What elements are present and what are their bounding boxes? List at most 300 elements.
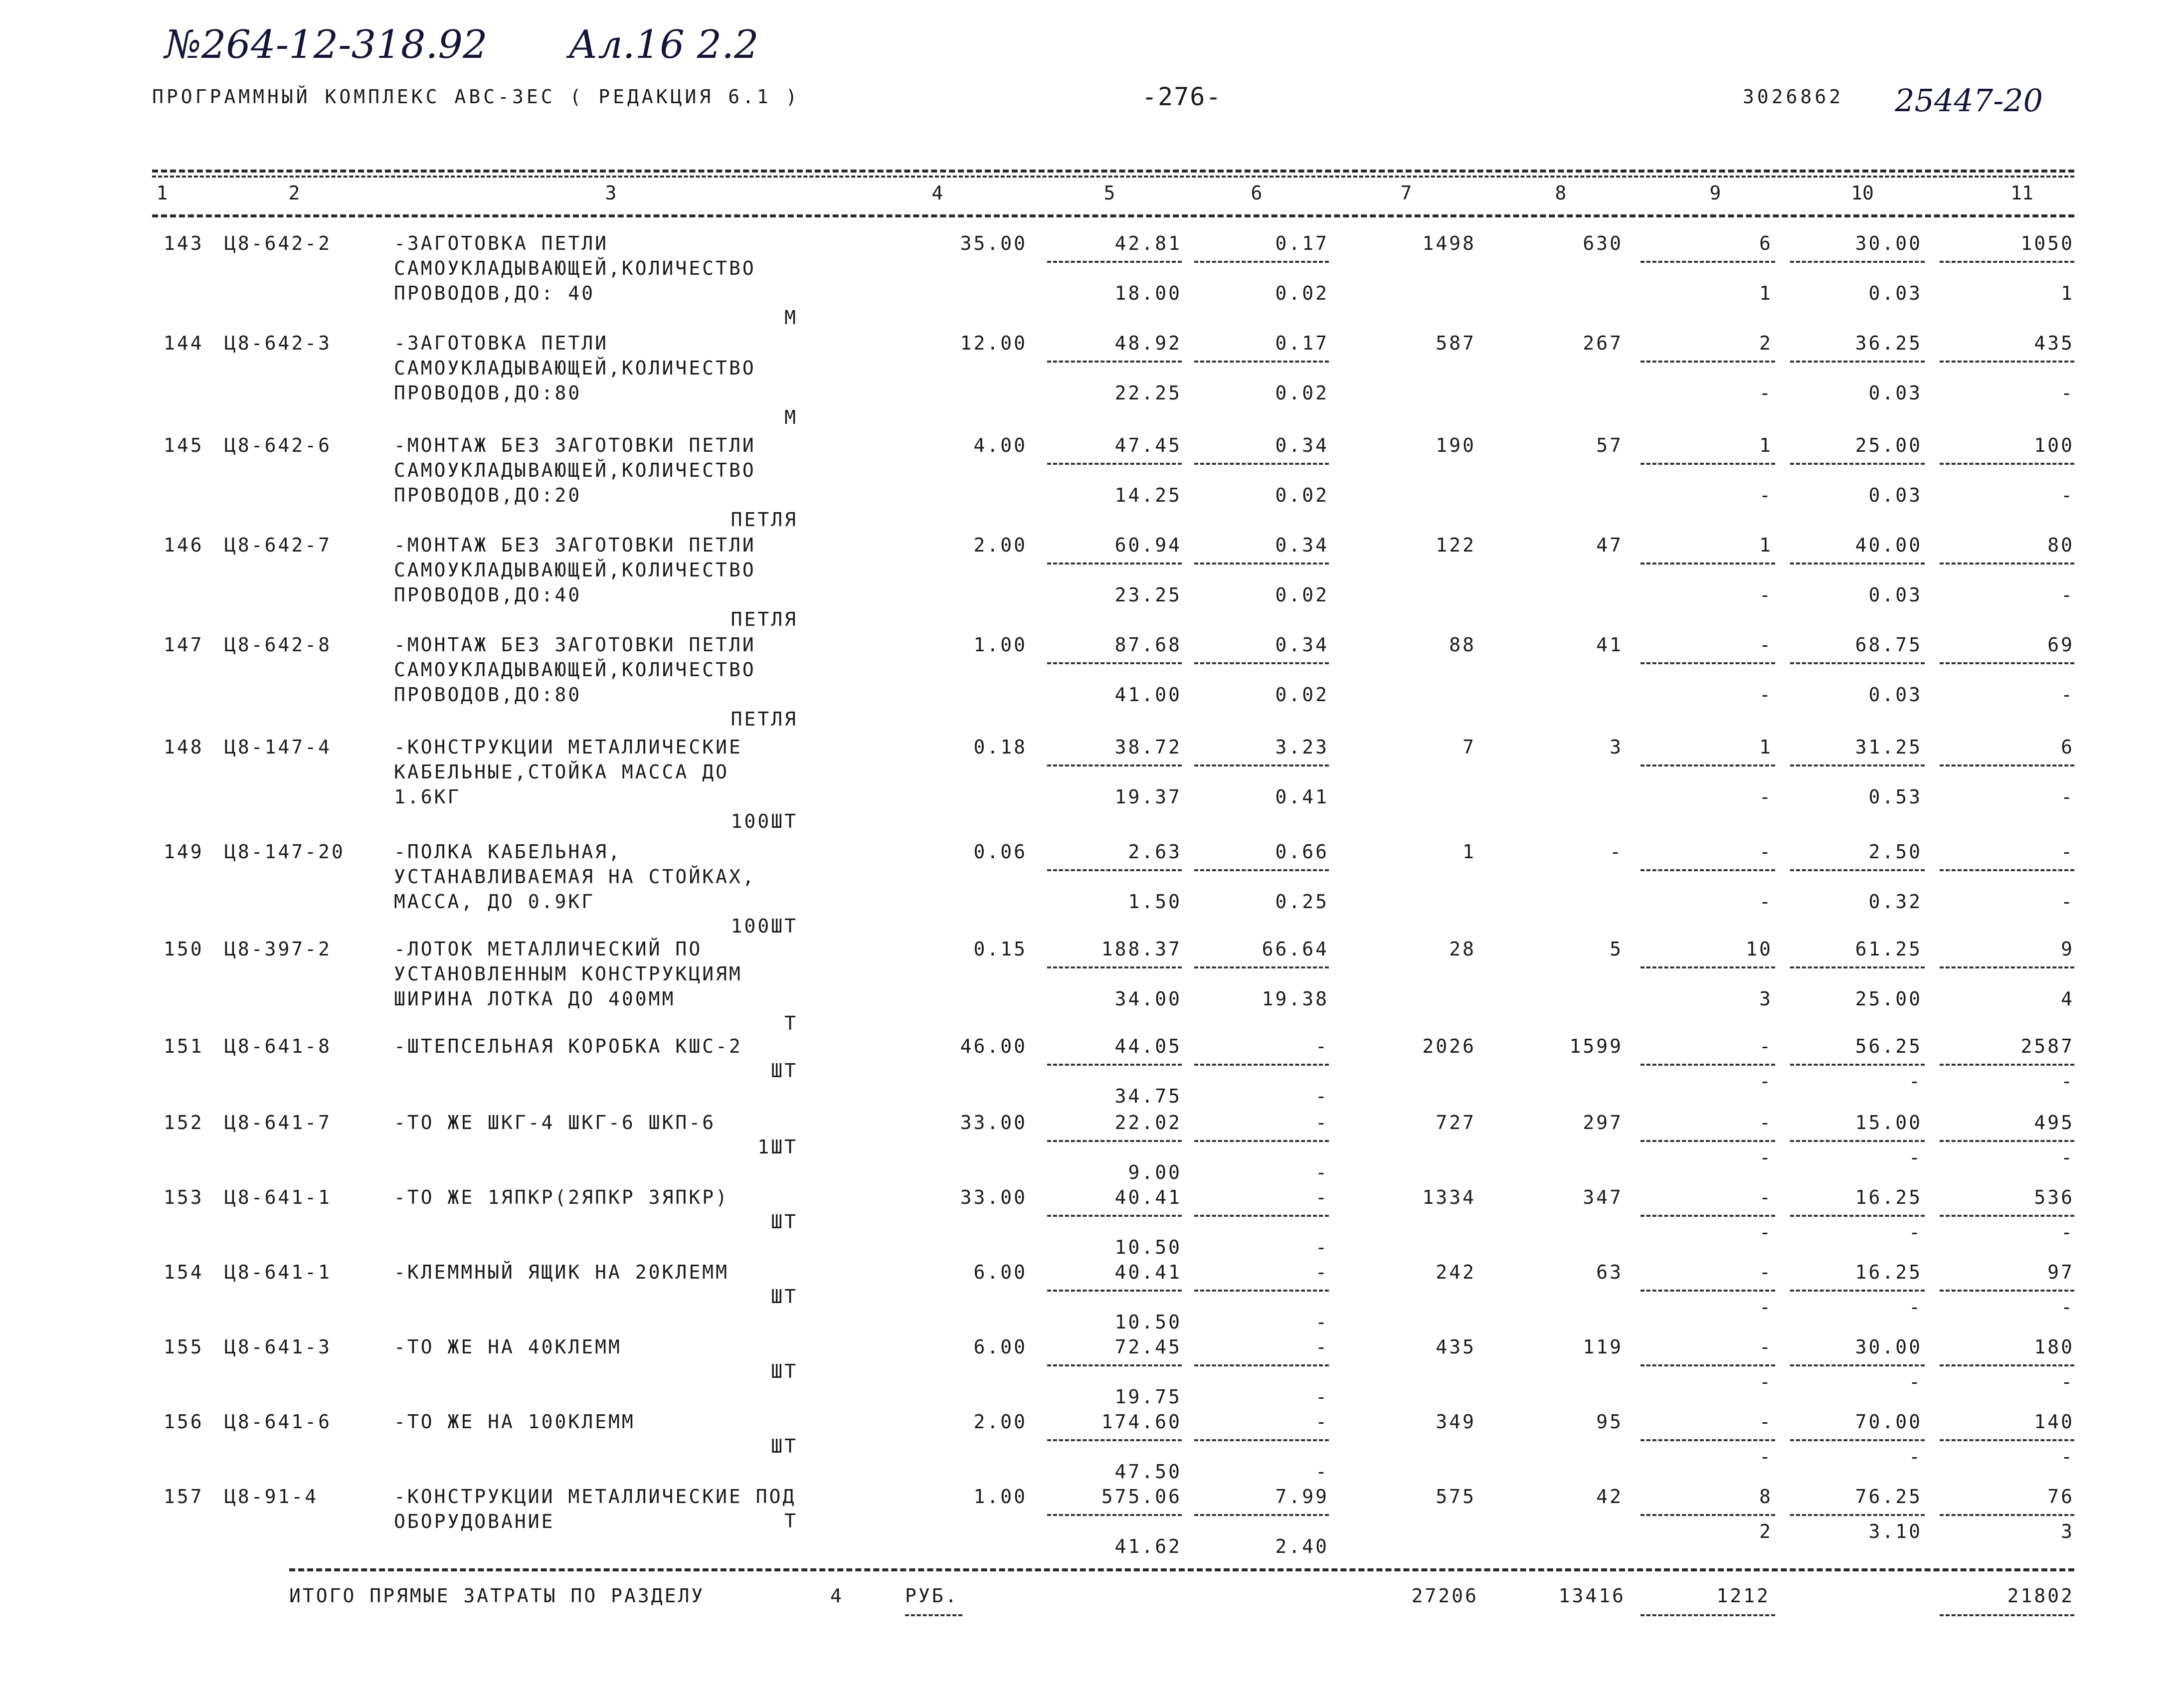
row-col11: 140 — [2034, 1411, 2074, 1433]
row-col6: 0.17 — [1275, 332, 1329, 354]
row-separator-c9 — [1640, 1215, 1775, 1217]
row-col8: 63 — [1596, 1261, 1623, 1283]
row-col9: 1 — [1759, 736, 1773, 758]
row-col5-wage: 18.00 — [1114, 282, 1182, 304]
row-col10-wage: 25.00 — [1855, 988, 1922, 1010]
row-col9: - — [1759, 1261, 1773, 1283]
row-col7: 727 — [1436, 1112, 1476, 1134]
row-col4: 2.00 — [973, 534, 1027, 556]
row-separator-c9 — [1640, 869, 1775, 871]
handwritten-doc-number: №264-12-318.92 — [165, 22, 488, 67]
row-separator-c11 — [1940, 1439, 2074, 1441]
row-description-line: ОБОРУДОВАНИЕ — [394, 1511, 555, 1532]
row-separator-c6 — [1194, 1215, 1329, 1217]
row-separator-c6 — [1194, 1514, 1329, 1516]
row-col5: 174.60 — [1101, 1411, 1182, 1433]
row-col6-wage: - — [1315, 1461, 1329, 1483]
row-code: Ц8-641-1 — [224, 1261, 332, 1283]
row-col11: - — [2061, 841, 2074, 863]
total-section: 4 — [830, 1585, 844, 1607]
row-col9: - — [1759, 1035, 1773, 1057]
row-col8: 95 — [1596, 1411, 1623, 1433]
row-code: Ц8-642-2 — [224, 232, 332, 254]
row-code: Ц8-641-1 — [224, 1186, 332, 1208]
row-description-line: -КОНСТРУКЦИИ МЕТАЛЛИЧЕСКИЕ — [394, 736, 742, 758]
row-col6-wage: 0.41 — [1275, 786, 1329, 808]
row-separator-c10 — [1790, 1215, 1925, 1217]
row-separator-c11 — [1940, 261, 2074, 263]
total-col9-underline — [1640, 1614, 1775, 1616]
row-col10: 16.25 — [1855, 1186, 1922, 1208]
row-col4: 33.00 — [960, 1112, 1027, 1134]
row-description-line: УСТАНАВЛИВАЕМАЯ НА СТОЙКАХ, — [394, 866, 756, 888]
row-separator-c10 — [1790, 1064, 1925, 1066]
row-separator-c9 — [1640, 1439, 1775, 1441]
row-description-line: -КОНСТРУКЦИИ МЕТАЛЛИЧЕСКИЕ ПОД — [394, 1486, 796, 1508]
row-col6-wage: 0.02 — [1275, 382, 1329, 404]
row-col10: 36.25 — [1855, 332, 1922, 354]
total-col9: 1212 — [1716, 1585, 1770, 1607]
row-separator-c5 — [1047, 869, 1182, 871]
row-separator-c5 — [1047, 1364, 1182, 1366]
row-unit: 100ШТ — [730, 810, 798, 832]
row-unit: ПЕТЛЯ — [730, 608, 798, 630]
row-col6: 0.34 — [1275, 534, 1329, 556]
program-header: ПРОГРАММНЫЙ КОМПЛЕКС АВС-3ЕС ( РЕДАКЦИЯ 6.1 ) — [152, 86, 800, 108]
row-col5: 188.37 — [1101, 938, 1182, 960]
row-col10-wage: - — [1909, 1446, 1922, 1468]
total-col11: 21802 — [2007, 1585, 2074, 1607]
column-header-6: 6 — [1251, 182, 1263, 204]
row-col10-wage: 0.03 — [1868, 282, 1922, 304]
row-code: Ц8-147-20 — [224, 841, 345, 863]
row-separator-c10 — [1790, 869, 1925, 871]
column-header-4: 4 — [931, 182, 943, 204]
row-separator-c6 — [1194, 261, 1329, 263]
top-rule-2 — [152, 176, 2074, 178]
row-col11: 6 — [2061, 736, 2074, 758]
row-separator-c9 — [1640, 261, 1775, 263]
row-col9: - — [1759, 841, 1773, 863]
row-unit: Т — [784, 1510, 798, 1532]
row-separator-c11 — [1940, 1514, 2074, 1516]
row-col5-wage: 10.50 — [1114, 1236, 1182, 1258]
row-separator-c6 — [1194, 1140, 1329, 1142]
row-unit: ПЕТЛЯ — [730, 509, 798, 531]
row-col9-wage: - — [1759, 1371, 1773, 1393]
row-separator-c11 — [1940, 1290, 2074, 1292]
row-col11-wage: 1 — [2061, 282, 2074, 304]
row-code: Ц8-147-4 — [224, 736, 332, 758]
row-separator-c10 — [1790, 1290, 1925, 1292]
row-col10: 76.25 — [1855, 1486, 1922, 1508]
row-separator-c10 — [1790, 764, 1925, 766]
row-col10: 30.00 — [1855, 232, 1922, 254]
row-code: Ц8-641-3 — [224, 1336, 332, 1358]
row-separator-c5 — [1047, 764, 1182, 766]
row-separator-c5 — [1047, 563, 1182, 565]
row-col10-wage: 0.03 — [1868, 684, 1922, 706]
row-col7: 88 — [1449, 634, 1476, 656]
row-col6: - — [1315, 1261, 1329, 1283]
row-separator-c9 — [1640, 1140, 1775, 1142]
row-col8: 119 — [1583, 1336, 1623, 1358]
row-col7: 575 — [1436, 1486, 1476, 1508]
document-code: 3026862 — [1743, 86, 1844, 108]
page-number: -276- — [1142, 82, 1222, 111]
row-col9-wage: - — [1759, 382, 1773, 404]
row-col10: 16.25 — [1855, 1261, 1922, 1283]
row-col6: 0.34 — [1275, 634, 1329, 656]
row-col9: 1 — [1759, 534, 1773, 556]
column-header-9: 9 — [1709, 182, 1721, 204]
row-separator-c10 — [1790, 966, 1925, 968]
row-separator-c6 — [1194, 966, 1329, 968]
header-bottom-rule — [152, 214, 2074, 217]
row-separator-c10 — [1790, 361, 1925, 363]
column-header-2: 2 — [288, 182, 300, 204]
row-col6-wage: - — [1315, 1236, 1329, 1258]
row-unit: 100ШТ — [730, 915, 798, 937]
row-col6: - — [1315, 1112, 1329, 1134]
row-description-line: САМОУКЛАДЫВАЮЩЕЙ,КОЛИЧЕСТВО — [394, 459, 756, 481]
row-col6-wage: 0.02 — [1275, 282, 1329, 304]
column-header-11: 11 — [2010, 182, 2033, 204]
row-col10-wage: - — [1909, 1070, 1922, 1092]
row-number: 144 — [164, 332, 204, 354]
row-description-line: -ЗАГОТОВКА ПЕТЛИ — [394, 232, 609, 254]
row-description-line: САМОУКЛАДЫВАЮЩЕЙ,КОЛИЧЕСТВО — [394, 559, 756, 581]
row-col11-wage: - — [2061, 1146, 2074, 1168]
row-col11: 1050 — [2020, 232, 2074, 254]
row-col11-wage: - — [2061, 1446, 2074, 1468]
row-col5: 60.94 — [1114, 534, 1182, 556]
row-col9-wage: - — [1759, 1146, 1773, 1168]
row-number: 156 — [164, 1411, 204, 1433]
row-separator-c6 — [1194, 662, 1329, 664]
row-col10: 2.50 — [1868, 841, 1922, 863]
row-description-line: -ШТЕПСЕЛЬНАЯ КОРОБКА КШС-2 — [394, 1035, 742, 1057]
row-separator-c11 — [1940, 662, 2074, 664]
row-description-line: -ЛОТОК МЕТАЛЛИЧЕСКИЙ ПО — [394, 938, 703, 960]
row-col9-wage: - — [1759, 484, 1773, 506]
row-col9: 2 — [1759, 332, 1773, 354]
row-number: 152 — [164, 1112, 204, 1134]
row-separator-c10 — [1790, 1364, 1925, 1366]
column-header-8: 8 — [1555, 182, 1567, 204]
row-col9: 8 — [1759, 1486, 1773, 1508]
row-col10-wage: 0.53 — [1868, 786, 1922, 808]
row-number: 148 — [164, 736, 204, 758]
row-separator-c6 — [1194, 1290, 1329, 1292]
row-col11-wage: - — [2061, 891, 2074, 913]
row-separator-c11 — [1940, 764, 2074, 766]
row-code: Ц8-641-8 — [224, 1035, 332, 1057]
row-col11: 435 — [2034, 332, 2074, 354]
row-col9-wage: 3 — [1759, 988, 1773, 1010]
row-separator-c6 — [1194, 764, 1329, 766]
row-col9-wage: - — [1759, 1296, 1773, 1318]
row-col4: 1.00 — [973, 1486, 1027, 1508]
row-col5: 22.02 — [1114, 1112, 1182, 1134]
row-col7: 242 — [1436, 1261, 1476, 1283]
row-col8: - — [1610, 841, 1623, 863]
row-col6-wage: - — [1315, 1311, 1329, 1333]
row-separator-c9 — [1640, 1514, 1775, 1516]
row-code: Ц8-91-4 — [224, 1486, 319, 1508]
row-separator-c9 — [1640, 463, 1775, 465]
row-col4: 6.00 — [973, 1336, 1027, 1358]
row-col11: 536 — [2034, 1186, 2074, 1208]
row-col9-wage: - — [1759, 1070, 1773, 1092]
row-separator-c9 — [1640, 1064, 1775, 1066]
row-unit: М — [784, 406, 798, 428]
row-col5: 47.45 — [1114, 434, 1182, 456]
row-description-line: 1.6КГ — [394, 786, 461, 808]
row-col11-wage: - — [2061, 684, 2074, 706]
row-description-line: -МОНТАЖ БЕЗ ЗАГОТОВКИ ПЕТЛИ — [394, 634, 756, 656]
row-col6-wage: 2.40 — [1275, 1535, 1329, 1557]
row-separator-c5 — [1047, 463, 1182, 465]
total-currency: РУБ. — [905, 1585, 959, 1607]
row-code: Ц8-641-7 — [224, 1112, 332, 1134]
row-col11-wage: 4 — [2061, 988, 2074, 1010]
row-col6-wage: 0.02 — [1275, 484, 1329, 506]
row-number: 150 — [164, 938, 204, 960]
row-description-line: -ТО ЖЕ ШКГ-4 ШКГ-6 ШКП-6 — [394, 1112, 716, 1134]
row-col9: - — [1759, 1411, 1773, 1433]
row-description-line: -ПОЛКА КАБЕЛЬНАЯ, — [394, 841, 622, 863]
total-label: ИТОГО ПРЯМЫЕ ЗАТРАТЫ ПО РАЗДЕЛУ — [289, 1585, 705, 1607]
row-col7: 122 — [1436, 534, 1476, 556]
row-unit: ШТ — [771, 1286, 798, 1308]
row-description-line: -МОНТАЖ БЕЗ ЗАГОТОВКИ ПЕТЛИ — [394, 534, 756, 556]
row-col9-wage: - — [1759, 891, 1773, 913]
row-code: Ц8-642-7 — [224, 534, 332, 556]
row-separator-c5 — [1047, 1215, 1182, 1217]
column-header-3: 3 — [605, 182, 617, 204]
row-number: 143 — [164, 232, 204, 254]
row-col7: 435 — [1436, 1336, 1476, 1358]
row-col5-wage: 19.37 — [1114, 786, 1182, 808]
row-col8: 47 — [1596, 534, 1623, 556]
row-separator-c5 — [1047, 662, 1182, 664]
row-description-line: САМОУКЛАДЫВАЮЩЕЙ,КОЛИЧЕСТВО — [394, 357, 756, 379]
row-col9: 1 — [1759, 434, 1773, 456]
row-col5-wage: 9.00 — [1128, 1161, 1182, 1183]
row-col4: 1.00 — [973, 634, 1027, 656]
row-description-line: ПРОВОДОВ,ДО:20 — [394, 484, 582, 506]
row-separator-c5 — [1047, 1514, 1182, 1516]
row-col4: 0.15 — [973, 938, 1027, 960]
row-separator-c9 — [1640, 966, 1775, 968]
row-code: Ц8-641-6 — [224, 1411, 332, 1433]
row-col7: 349 — [1436, 1411, 1476, 1433]
row-unit: ШТ — [771, 1211, 798, 1233]
row-description-line: -КЛЕММНЫЙ ЯЩИК НА 20КЛЕММ — [394, 1261, 729, 1283]
row-col10: 15.00 — [1855, 1112, 1922, 1134]
row-col10-wage: - — [1909, 1371, 1922, 1393]
row-col4: 0.18 — [973, 736, 1027, 758]
row-separator-c6 — [1194, 463, 1329, 465]
row-col5-wage: 34.00 — [1114, 988, 1182, 1010]
row-col6-wage: 0.02 — [1275, 584, 1329, 606]
top-rule — [152, 170, 2074, 173]
row-col5-wage: 22.25 — [1114, 382, 1182, 404]
row-col5: 87.68 — [1114, 634, 1182, 656]
row-col10-wage: 0.03 — [1868, 584, 1922, 606]
row-number: 157 — [164, 1486, 204, 1508]
column-header-5: 5 — [1103, 182, 1115, 204]
row-col11: 69 — [2047, 634, 2074, 656]
row-col8: 630 — [1583, 232, 1623, 254]
row-col9: - — [1759, 634, 1773, 656]
handwritten-album: Ал.16 2.2 — [568, 22, 759, 67]
row-col8: 1599 — [1569, 1035, 1623, 1057]
row-col8: 297 — [1583, 1112, 1623, 1134]
column-header-1: 1 — [156, 182, 168, 204]
row-col8: 41 — [1596, 634, 1623, 656]
row-number: 145 — [164, 434, 204, 456]
row-col7: 1498 — [1422, 232, 1476, 254]
row-col8: 42 — [1596, 1486, 1623, 1508]
row-col11: 9 — [2061, 938, 2074, 960]
row-separator-c6 — [1194, 361, 1329, 363]
row-description-line: САМОУКЛАДЫВАЮЩЕЙ,КОЛИЧЕСТВО — [394, 659, 756, 681]
row-col5-wage: 41.00 — [1114, 684, 1182, 706]
row-number: 154 — [164, 1261, 204, 1283]
row-col7: 7 — [1462, 736, 1476, 758]
row-col11: 180 — [2034, 1336, 2074, 1358]
total-col11-underline — [1940, 1614, 2074, 1616]
row-col6: - — [1315, 1035, 1329, 1057]
row-unit: Т — [784, 1012, 798, 1034]
row-code: Ц8-642-6 — [224, 434, 332, 456]
row-separator-c5 — [1047, 966, 1182, 968]
total-currency-underline — [905, 1614, 962, 1616]
handwritten-right-number: 25447-20 — [1895, 82, 2043, 119]
row-description-line: УСТАНОВЛЕННЫМ КОНСТРУКЦИЯМ — [394, 963, 742, 985]
row-separator-c6 — [1194, 1064, 1329, 1066]
row-col11-wage: 3 — [2061, 1520, 2074, 1542]
row-separator-c6 — [1194, 1439, 1329, 1441]
row-separator-c9 — [1640, 563, 1775, 565]
column-header-7: 7 — [1400, 182, 1412, 204]
row-col5: 42.81 — [1114, 232, 1182, 254]
row-col8: 347 — [1583, 1186, 1623, 1208]
row-separator-c9 — [1640, 1364, 1775, 1366]
row-separator-c11 — [1940, 463, 2074, 465]
row-col10-wage: - — [1909, 1146, 1922, 1168]
row-description-line: САМОУКЛАДЫВАЮЩЕЙ,КОЛИЧЕСТВО — [394, 257, 756, 279]
row-col5-wage: 14.25 — [1114, 484, 1182, 506]
row-separator-c10 — [1790, 1514, 1925, 1516]
row-col11-wage: - — [2061, 1221, 2074, 1243]
row-col10-wage: - — [1909, 1296, 1922, 1318]
row-description-line: ШИРИНА ЛОТКА ДО 400ММ — [394, 988, 676, 1010]
row-description-line: ПРОВОДОВ,ДО:80 — [394, 684, 582, 706]
row-col9: - — [1759, 1336, 1773, 1358]
row-code: Ц8-397-2 — [224, 938, 332, 960]
row-col6-wage: - — [1315, 1161, 1329, 1183]
row-separator-c10 — [1790, 1140, 1925, 1142]
row-separator-c5 — [1047, 261, 1182, 263]
row-description-line: ПРОВОДОВ,ДО:80 — [394, 382, 582, 404]
row-separator-c6 — [1194, 563, 1329, 565]
row-col5-wage: 41.62 — [1114, 1535, 1182, 1557]
row-col9: 6 — [1759, 232, 1773, 254]
row-col10: 30.00 — [1855, 1336, 1922, 1358]
row-col5-wage: 47.50 — [1114, 1461, 1182, 1483]
row-separator-c10 — [1790, 1439, 1925, 1441]
row-col7: 1 — [1462, 841, 1476, 863]
row-col10: 70.00 — [1855, 1411, 1922, 1433]
row-col10: 31.25 — [1855, 736, 1922, 758]
row-col8: 3 — [1610, 736, 1623, 758]
row-col9-wage: 1 — [1759, 282, 1773, 304]
total-top-rule — [289, 1568, 2074, 1571]
row-number: 149 — [164, 841, 204, 863]
row-number: 147 — [164, 634, 204, 656]
row-col9-wage: 2 — [1759, 1520, 1773, 1542]
row-col10-wage: 0.03 — [1868, 382, 1922, 404]
row-col9-wage: - — [1759, 584, 1773, 606]
row-col10: 68.75 — [1855, 634, 1922, 656]
row-col6: 0.17 — [1275, 232, 1329, 254]
row-separator-c5 — [1047, 1290, 1182, 1292]
row-description-line: -ТО ЖЕ 1ЯПКР(2ЯПКР ЗЯПКР) — [394, 1186, 729, 1208]
row-col4: 2.00 — [973, 1411, 1027, 1433]
row-col11-wage: - — [2061, 1296, 2074, 1318]
row-number: 153 — [164, 1186, 204, 1208]
row-separator-c5 — [1047, 361, 1182, 363]
row-separator-c11 — [1940, 869, 2074, 871]
row-col8: 267 — [1583, 332, 1623, 354]
row-col5-wage: 34.75 — [1114, 1085, 1182, 1107]
row-col6: 66.64 — [1262, 938, 1329, 960]
row-description-line: -ЗАГОТОВКА ПЕТЛИ — [394, 332, 609, 354]
row-separator-c10 — [1790, 261, 1925, 263]
row-number: 155 — [164, 1336, 204, 1358]
row-separator-c9 — [1640, 361, 1775, 363]
row-col8: 5 — [1610, 938, 1623, 960]
row-description-line: -ТО ЖЕ НА 40КЛЕММ — [394, 1336, 622, 1358]
row-col11-wage: - — [2061, 584, 2074, 606]
total-col8: 13416 — [1558, 1585, 1626, 1607]
row-col7: 190 — [1436, 434, 1476, 456]
row-separator-c6 — [1194, 869, 1329, 871]
row-description-line: МАССА, ДО 0.9КГ — [394, 891, 595, 913]
row-col9-wage: - — [1759, 1221, 1773, 1243]
row-separator-c11 — [1940, 563, 2074, 565]
row-col10-wage: 0.32 — [1868, 891, 1922, 913]
row-col11: 80 — [2047, 534, 2074, 556]
row-col5-wage: 10.50 — [1114, 1311, 1182, 1333]
row-separator-c5 — [1047, 1140, 1182, 1142]
row-col7: 2026 — [1422, 1035, 1476, 1057]
row-separator-c10 — [1790, 463, 1925, 465]
row-unit: ПЕТЛЯ — [730, 708, 798, 730]
row-col5-wage: 23.25 — [1114, 584, 1182, 606]
row-col5-wage: 19.75 — [1114, 1386, 1182, 1408]
row-description-line: -ТО ЖЕ НА 100КЛЕММ — [394, 1411, 635, 1433]
row-col9-wage: - — [1759, 1446, 1773, 1468]
row-col11-wage: - — [2061, 1371, 2074, 1393]
row-code: Ц8-642-8 — [224, 634, 332, 656]
row-col5: 44.05 — [1114, 1035, 1182, 1057]
row-col4: 12.00 — [960, 332, 1027, 354]
row-col9: 10 — [1746, 938, 1773, 960]
